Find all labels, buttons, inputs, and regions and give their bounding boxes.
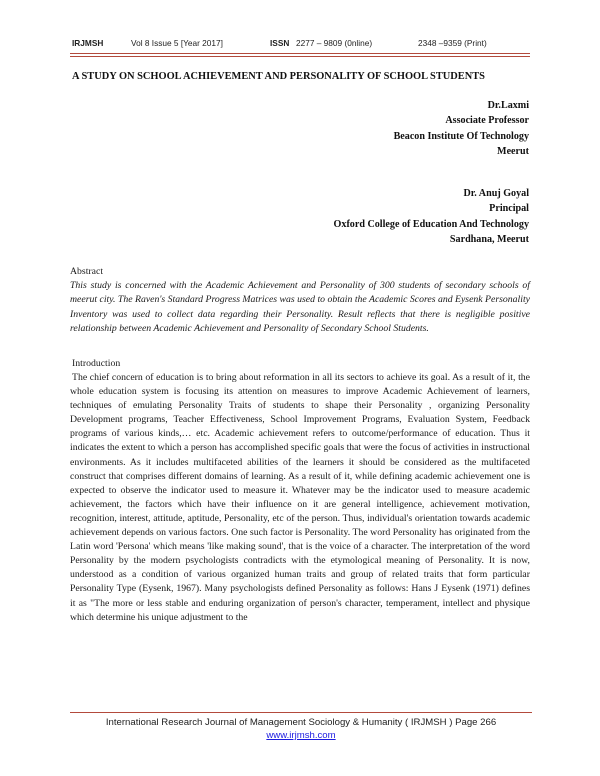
- header-rule-thin: [70, 56, 530, 57]
- author-block: [334, 186, 529, 247]
- running-header: [72, 38, 528, 50]
- footer-journal: International Research Journal of Management Sociology & Humanity ( IRJMSH ) Page 266: [105, 717, 497, 728]
- author-location: Meerut: [497, 145, 529, 157]
- issn-online: 2277 – 9809 (0nline): [296, 38, 373, 48]
- issn-print: 2348 –9359 (Print): [418, 38, 487, 48]
- page-footer: [70, 712, 532, 742]
- issn-label: ISSN: [270, 38, 290, 48]
- author-position: Principal: [489, 203, 529, 215]
- footer-rule: [70, 712, 532, 713]
- author-position: Associate Professor: [445, 115, 529, 127]
- website-link[interactable]: www.irjmsh.com: [266, 730, 336, 741]
- journal-abbrev: IRJMSH: [72, 38, 104, 48]
- author-block: [394, 98, 529, 159]
- author-institution: Beacon Institute Of Technology: [393, 130, 529, 142]
- abstract-text: This study is concerned with the Academic Achievement and Personality of 300 students of secondary schools of meerut city. The Raven's Standard Progress Matrices was used to obtain the Academic Scores and Eysenk Personality Inventory was used to collect data regarding their Personality. Result reflects that there is negligible positive relationship between Academic Achievement and Personality of Secondary School Students.: [70, 280, 530, 335]
- author-name: Dr.Laxmi: [487, 100, 529, 111]
- author-name: Dr. Anuj Goyal: [463, 188, 529, 199]
- paper-title: A STUDY ON SCHOOL ACHIEVEMENT AND PERSONALITY OF SCHOOL STUDENTS: [72, 71, 485, 82]
- author-institution: Oxford College of Education And Technology: [333, 218, 529, 230]
- introduction-heading: Introduction: [72, 358, 121, 369]
- author-location: Sardhana, Meerut: [449, 233, 529, 245]
- volume-issue: Vol 8 Issue 5 [Year 2017]: [131, 38, 223, 48]
- abstract-heading: Abstract: [70, 266, 104, 277]
- header-rule: [70, 53, 530, 54]
- introduction-text: The chief concern of education is to bring about reformation in all its sectors to achieve its goal. As a result of it, the whole education system is focusing its attention on measures to improve Academic Achievement of learners, techniques of emulating Personality Traits of students to shape their Personality , organizing Personality Development programs, Teacher Effectiveness, School Improvement Programs, Evaluation System, Feedback programs of various kinds,… etc. Academic achievement refers to outcome/performance of education. Thus it indicates the extent to which a person has accomplished specific goals that were the focus of activities in instructional environments. As it includes multifaceted abilities of the learners it should be considered as the multifaceted construct that comprises different domains of learning. As a result of it, while defining academic achievement one is expected to observe the indicator used to measure it. Whatever may be the indicator used to measure academic achievement, the factors which have their influence on it are general intelligence, achievement motivation, recognition, interest, attitude, aptitude, Personality, etc of the person. Thus, individual's orientation towards academic achievement depends on various factors. One such factor is Personality. The word Personality has originated from the Latin word 'Persona' which means 'like making sound', that is the voice of a character. The interpretation of the word Personality by the modern psychologists contradicts with the etymological meaning of Personality. It is now, understood as a condition of various organized human traits and group of related traits that form particular Personality Type (Eysenk, 1967). Many psychologists defined Personality as follows: Hans J Eysenk (1971) defines it as "The more or less stable and enduring organization of person's character, temperament, intellect and physique which determine his unique adjustment to the: [70, 372, 530, 623]
